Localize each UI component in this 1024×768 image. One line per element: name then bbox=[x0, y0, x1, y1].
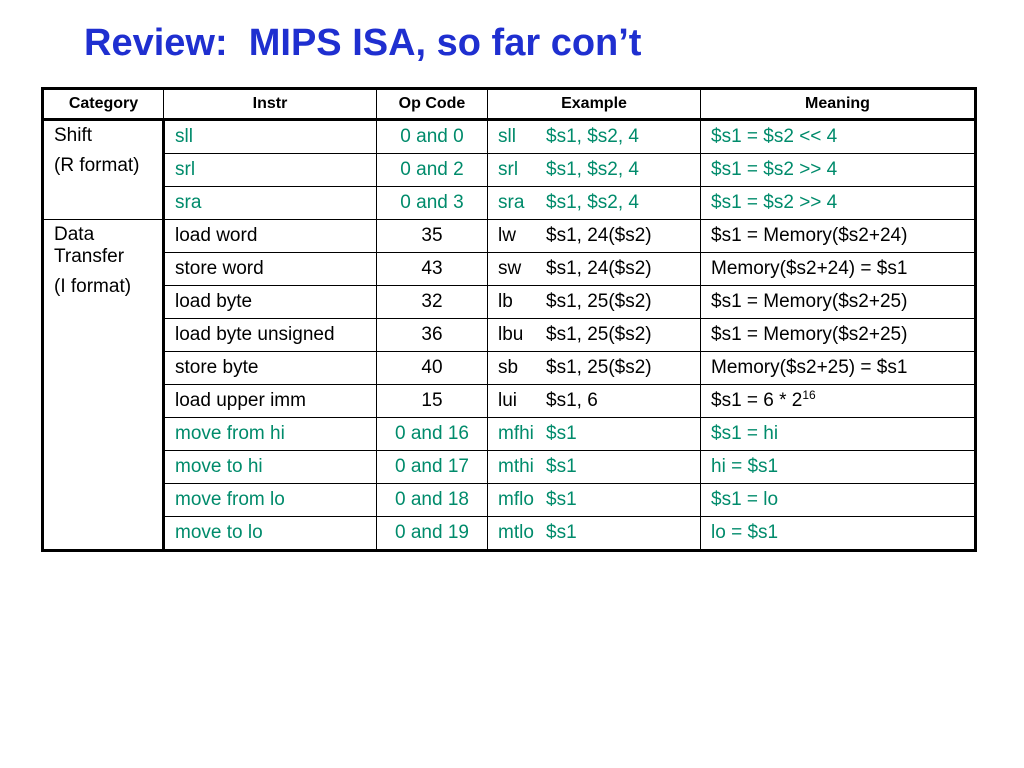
meaning-text: $s1 = Memory($s2+25) bbox=[711, 324, 908, 345]
header-meaning: Meaning bbox=[701, 89, 976, 120]
meaning-cell bbox=[701, 220, 976, 253]
table-row bbox=[43, 319, 976, 352]
example-operands: $s1 bbox=[546, 456, 577, 477]
header-category: Category bbox=[43, 89, 164, 120]
category-cell bbox=[43, 220, 164, 551]
meaning-cell bbox=[701, 451, 976, 484]
header-row bbox=[43, 89, 976, 120]
example-operands: $s1, 25($s2) bbox=[546, 291, 652, 312]
example-mnemonic: sra bbox=[498, 192, 525, 213]
instr-cell: move from lo bbox=[164, 484, 377, 517]
example-mnemonic: lw bbox=[498, 225, 516, 246]
category-cell bbox=[43, 120, 164, 220]
example-mnemonic: mtlo bbox=[498, 522, 534, 543]
header-opcode: Op Code bbox=[377, 89, 488, 120]
meaning-text: hi = $s1 bbox=[711, 456, 779, 477]
meaning-text: $s1 = Memory($s2+24) bbox=[711, 225, 908, 246]
table-row bbox=[43, 286, 976, 319]
table-row bbox=[43, 120, 976, 154]
instr-cell: move to lo bbox=[164, 517, 377, 551]
meaning-text: $s1 = $s2 >> 4 bbox=[711, 159, 838, 180]
example-operands: $s1, 25($s2) bbox=[546, 357, 652, 378]
table-row bbox=[43, 352, 976, 385]
example-cell bbox=[488, 220, 701, 253]
table-row bbox=[43, 517, 976, 551]
example-cell bbox=[488, 517, 701, 551]
category-label: (I format) bbox=[54, 276, 132, 297]
opcode-cell: 32 bbox=[377, 286, 488, 319]
opcode-cell: 0 and 16 bbox=[377, 418, 488, 451]
header-instr: Instr bbox=[164, 89, 377, 120]
example-operands: $s1, 6 bbox=[546, 390, 598, 411]
example-cell bbox=[488, 286, 701, 319]
instr-cell: load byte unsigned bbox=[164, 319, 377, 352]
opcode-cell: 0 and 18 bbox=[377, 484, 488, 517]
instr-cell: load word bbox=[164, 220, 377, 253]
opcode-cell: 0 and 2 bbox=[377, 154, 488, 187]
meaning-text: Memory($s2+24) = $s1 bbox=[711, 258, 908, 279]
example-operands: $s1 bbox=[546, 522, 577, 543]
example-mnemonic: lui bbox=[498, 390, 518, 411]
example-cell bbox=[488, 418, 701, 451]
example-cell bbox=[488, 154, 701, 187]
instr-cell: store byte bbox=[164, 352, 377, 385]
opcode-cell: 0 and 19 bbox=[377, 517, 488, 551]
opcode-cell: 0 and 3 bbox=[377, 187, 488, 220]
meaning-cell bbox=[701, 418, 976, 451]
example-mnemonic: lbu bbox=[498, 324, 524, 345]
example-operands: $s1, 24($s2) bbox=[546, 225, 652, 246]
meaning-cell bbox=[701, 286, 976, 319]
meaning-exponent: 16 bbox=[802, 388, 816, 402]
mips-isa-table bbox=[41, 87, 977, 552]
opcode-cell: 0 and 0 bbox=[377, 120, 488, 154]
instr-cell: sll bbox=[164, 120, 377, 154]
example-mnemonic: sll bbox=[498, 126, 516, 147]
meaning-cell bbox=[701, 385, 976, 418]
instr-cell: srl bbox=[164, 154, 377, 187]
meaning-text: lo = $s1 bbox=[711, 522, 779, 543]
example-mnemonic: mfhi bbox=[498, 423, 534, 444]
example-mnemonic: sb bbox=[498, 357, 519, 378]
category-label: (R format) bbox=[54, 155, 140, 176]
opcode-cell: 15 bbox=[377, 385, 488, 418]
opcode-cell: 35 bbox=[377, 220, 488, 253]
example-operands: $s1, 24($s2) bbox=[546, 258, 652, 279]
meaning-text: $s1 = lo bbox=[711, 489, 779, 510]
example-operands: $s1, $s2, 4 bbox=[546, 192, 639, 213]
instr-cell: move to hi bbox=[164, 451, 377, 484]
example-mnemonic: mflo bbox=[498, 489, 534, 510]
example-cell bbox=[488, 484, 701, 517]
example-cell bbox=[488, 253, 701, 286]
example-cell bbox=[488, 451, 701, 484]
instr-cell: store word bbox=[164, 253, 377, 286]
category-label: Shift bbox=[54, 125, 93, 146]
meaning-cell bbox=[701, 120, 976, 154]
table-row bbox=[43, 154, 976, 187]
example-cell bbox=[488, 120, 701, 154]
meaning-cell bbox=[701, 517, 976, 551]
example-cell bbox=[488, 352, 701, 385]
slide-title: Review: MIPS ISA, so far con’t bbox=[84, 22, 642, 64]
meaning-text: $s1 = 6 * 2 bbox=[711, 390, 803, 411]
table-row bbox=[43, 220, 976, 253]
meaning-text: Memory($s2+25) = $s1 bbox=[711, 357, 908, 378]
table-row bbox=[43, 418, 976, 451]
header-example: Example bbox=[488, 89, 701, 120]
table-row bbox=[43, 253, 976, 286]
meaning-cell bbox=[701, 253, 976, 286]
example-operands: $s1 bbox=[546, 489, 577, 510]
meaning-cell bbox=[701, 187, 976, 220]
meaning-text: $s1 = $s2 >> 4 bbox=[711, 192, 838, 213]
meaning-cell bbox=[701, 352, 976, 385]
table-row bbox=[43, 187, 976, 220]
example-cell bbox=[488, 187, 701, 220]
table-body bbox=[43, 120, 976, 551]
meaning-text: $s1 = $s2 << 4 bbox=[711, 126, 838, 147]
table-header bbox=[43, 89, 976, 120]
instr-cell: move from hi bbox=[164, 418, 377, 451]
opcode-cell: 36 bbox=[377, 319, 488, 352]
meaning-cell bbox=[701, 319, 976, 352]
example-operands: $s1, $s2, 4 bbox=[546, 159, 639, 180]
example-mnemonic: sw bbox=[498, 258, 522, 279]
example-operands: $s1, 25($s2) bbox=[546, 324, 652, 345]
meaning-text: $s1 = Memory($s2+25) bbox=[711, 291, 908, 312]
example-operands: $s1 bbox=[546, 423, 577, 444]
instr-cell: load byte bbox=[164, 286, 377, 319]
table-row bbox=[43, 385, 976, 418]
opcode-cell: 0 and 17 bbox=[377, 451, 488, 484]
meaning-cell bbox=[701, 154, 976, 187]
table-row bbox=[43, 484, 976, 517]
example-mnemonic: lb bbox=[498, 291, 513, 312]
example-cell bbox=[488, 385, 701, 418]
example-cell bbox=[488, 319, 701, 352]
opcode-cell: 40 bbox=[377, 352, 488, 385]
example-operands: $s1, $s2, 4 bbox=[546, 126, 639, 147]
example-mnemonic: mthi bbox=[498, 456, 534, 477]
opcode-cell: 43 bbox=[377, 253, 488, 286]
meaning-cell bbox=[701, 484, 976, 517]
instr-cell: load upper imm bbox=[164, 385, 377, 418]
instr-cell: sra bbox=[164, 187, 377, 220]
meaning-text: $s1 = hi bbox=[711, 423, 779, 444]
table-row bbox=[43, 451, 976, 484]
example-mnemonic: srl bbox=[498, 159, 519, 180]
category-label: Data Transfer bbox=[54, 224, 125, 267]
